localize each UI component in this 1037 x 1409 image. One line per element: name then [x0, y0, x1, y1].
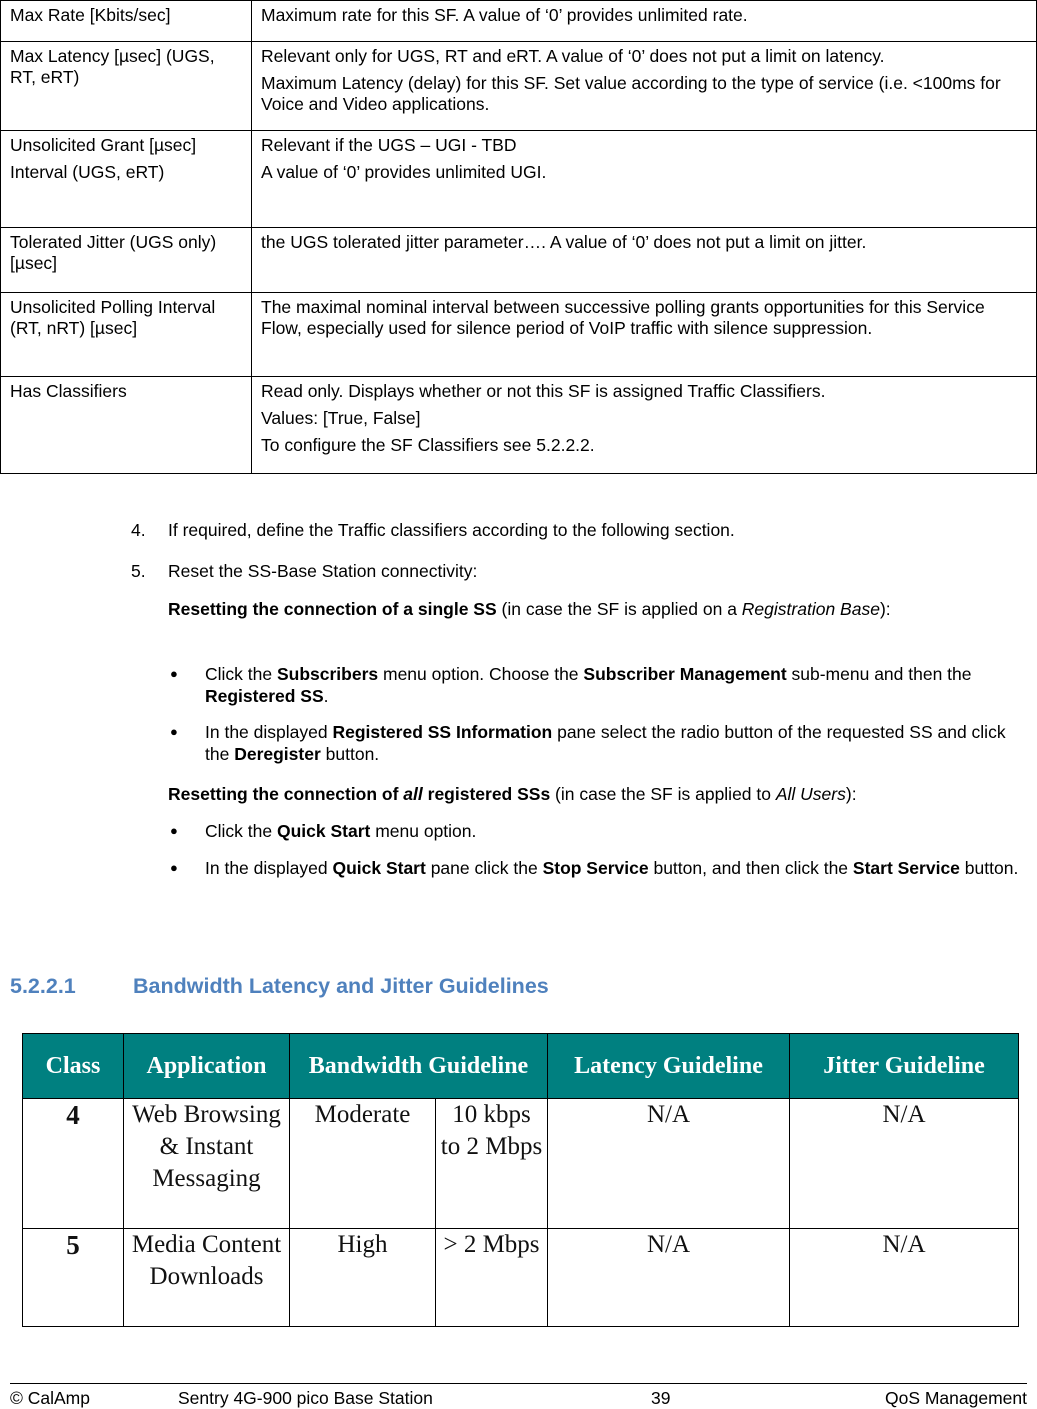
cell-range: 10 kbps to 2 Mbps: [436, 1099, 548, 1229]
footer-page-number: 39: [651, 1388, 671, 1408]
header-application: Application: [124, 1034, 290, 1099]
footer-section: QoS Management: [884, 1388, 1027, 1408]
table-row: [1, 293, 1037, 377]
table-row: [1, 1, 1037, 42]
list-item: Click the Quick Start menu option.: [205, 821, 477, 841]
cell-jitter: N/A: [790, 1099, 1019, 1229]
list-item: Click the Subscribers menu option. Choose the Subscriber Management sub-menu and then the Registered SS.: [205, 664, 972, 706]
header-jitter: Jitter Guideline: [790, 1034, 1019, 1099]
step-text: If required, define the Traffic classifiers according to the following section.: [168, 520, 735, 540]
header-bandwidth: Bandwidth Guideline: [290, 1034, 548, 1099]
cell-range: > 2 Mbps: [436, 1229, 548, 1327]
cell-bandwidth: High: [290, 1229, 436, 1327]
bullet-icon: ●: [170, 860, 178, 875]
table-header-row: [23, 1034, 1019, 1099]
list-item: In the displayed Quick Start pane click the Stop Service button, and then click the Start Service button.: [205, 858, 1019, 878]
list-item: In the displayed Registered SS Information pane select the radio button of the requested SS and click the Deregister button.: [205, 722, 1006, 764]
table-row: [1, 228, 1037, 293]
cell-latency: N/A: [548, 1229, 790, 1327]
footer-copyright: © CalAmp: [10, 1388, 90, 1408]
table-row: [1, 377, 1037, 474]
table-row: [23, 1099, 1019, 1229]
bullet-icon: ●: [170, 823, 178, 838]
param-desc: the UGS tolerated jitter parameter…. A value of ‘0’ does not put a limit on jitter.: [252, 228, 1037, 293]
param-desc: Relevant only for UGS, RT and eRT. A value of ‘0’ does not put a limit on latency. Maximum Latency (delay) for this SF. Set value according to the type of service (i.e. <100ms for Voice and Video applications.: [252, 42, 1037, 131]
footer-product: Sentry 4G-900 pico Base Station: [178, 1388, 433, 1408]
parameters-table: [0, 0, 1037, 474]
table-row: [1, 42, 1037, 131]
cell-jitter: N/A: [790, 1229, 1019, 1327]
page-footer: [10, 1383, 1027, 1408]
section-number: 5.2.2.1: [10, 974, 76, 998]
all-ss-heading: Resetting the connection of all registered SSs (in case the SF is applied to All Users):: [168, 784, 857, 804]
bullet-icon: ●: [170, 724, 178, 739]
single-ss-heading: Resetting the connection of a single SS (in case the SF is applied on a Registration Base):: [168, 599, 891, 619]
param-name: Max Rate [Kbits/sec]: [1, 1, 252, 42]
step-number: 5.: [131, 561, 146, 581]
header-latency: Latency Guideline: [548, 1034, 790, 1099]
step-text: Reset the SS-Base Station connectivity:: [168, 561, 478, 581]
cell-class: 4: [23, 1099, 124, 1229]
cell-class: 5: [23, 1229, 124, 1327]
section-heading: [10, 974, 549, 999]
param-desc: Maximum rate for this SF. A value of ‘0’ provides unlimited rate.: [252, 1, 1037, 42]
header-class: Class: [23, 1034, 124, 1099]
param-name: Max Latency [µsec] (UGS, RT, eRT): [1, 42, 252, 131]
param-name: Unsolicited Polling Interval (RT, nRT) [µsec]: [1, 293, 252, 377]
cell-application: Media Content Downloads: [124, 1229, 290, 1327]
param-name: Unsolicited Grant [µsec] Interval (UGS, eRT): [1, 131, 252, 228]
bullet-icon: ●: [170, 666, 178, 681]
table-row: [23, 1229, 1019, 1327]
param-desc: Relevant if the UGS – UGI - TBD A value of ‘0’ provides unlimited UGI.: [252, 131, 1037, 228]
step-number: 4.: [131, 520, 146, 540]
table-row: [1, 131, 1037, 228]
bandwidth-guideline-table: [22, 1033, 1019, 1327]
cell-latency: N/A: [548, 1099, 790, 1229]
param-name: Has Classifiers: [1, 377, 252, 474]
cell-application: Web Browsing & Instant Messaging: [124, 1099, 290, 1229]
param-desc: Read only. Displays whether or not this SF is assigned Traffic Classifiers. Values: [True, False] To configure the SF Classifiers see 5.2.2.2.: [252, 377, 1037, 474]
cell-bandwidth: Moderate: [290, 1099, 436, 1229]
section-title: Bandwidth Latency and Jitter Guidelines: [133, 974, 549, 998]
param-name: Tolerated Jitter (UGS only) [µsec]: [1, 228, 252, 293]
param-desc: The maximal nominal interval between successive polling grants opportunities for this Service Flow, especially used for silence period of VoIP traffic with silence suppression.: [252, 293, 1037, 377]
